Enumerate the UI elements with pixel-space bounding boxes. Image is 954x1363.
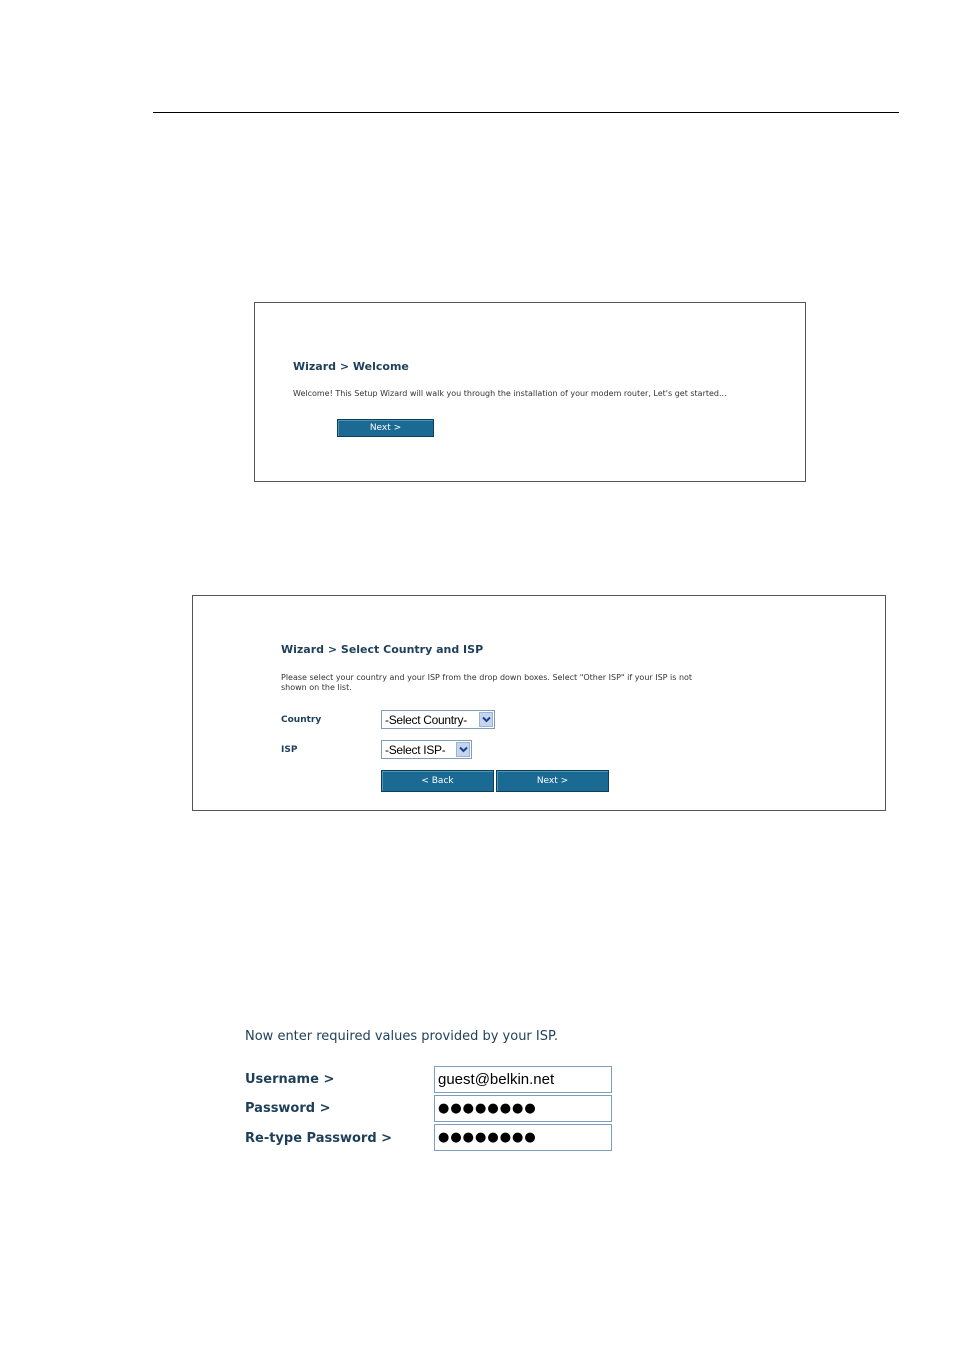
country-isp-panel	[192, 595, 886, 811]
retype-password-input[interactable]	[434, 1124, 612, 1151]
welcome-next-button[interactable]: Next >	[337, 419, 434, 437]
country-select[interactable]	[381, 710, 495, 729]
username-value: guest@belkin.net	[438, 1071, 555, 1088]
chevron-down-icon[interactable]	[456, 742, 470, 757]
back-button[interactable]: < Back	[381, 770, 494, 792]
country-isp-instructions-line2: shown on the list.	[281, 683, 352, 692]
country-select-value: -Select Country-	[385, 712, 467, 727]
password-value: ●●●●●●●●	[438, 1101, 537, 1116]
retype-password-label: Re-type Password >	[245, 1131, 393, 1146]
isp-form-intro: Now enter required values provided by your ISP.	[245, 1029, 558, 1044]
country-isp-instructions-line1: Please select your country and your ISP from the drop down boxes. Select "Other ISP" if your ISP is not	[281, 673, 693, 682]
isp-label: ISP	[281, 745, 298, 755]
username-input[interactable]	[434, 1066, 612, 1093]
retype-password-value: ●●●●●●●●	[438, 1130, 537, 1145]
header-rule	[153, 112, 899, 113]
username-label: Username >	[245, 1072, 335, 1087]
welcome-title: Wizard > Welcome	[293, 360, 409, 373]
isp-select[interactable]	[381, 740, 472, 759]
isp-select-value: -Select ISP-	[385, 742, 446, 757]
welcome-panel	[254, 302, 806, 482]
next-button[interactable]: Next >	[496, 770, 609, 792]
chevron-down-icon[interactable]	[479, 712, 493, 727]
password-label: Password >	[245, 1101, 331, 1116]
country-isp-title: Wizard > Select Country and ISP	[281, 643, 484, 656]
password-input[interactable]	[434, 1095, 612, 1122]
country-label: Country	[281, 715, 322, 725]
welcome-message: Welcome! This Setup Wizard will walk you through the installation of your modem router, Let's get started...	[293, 389, 727, 398]
